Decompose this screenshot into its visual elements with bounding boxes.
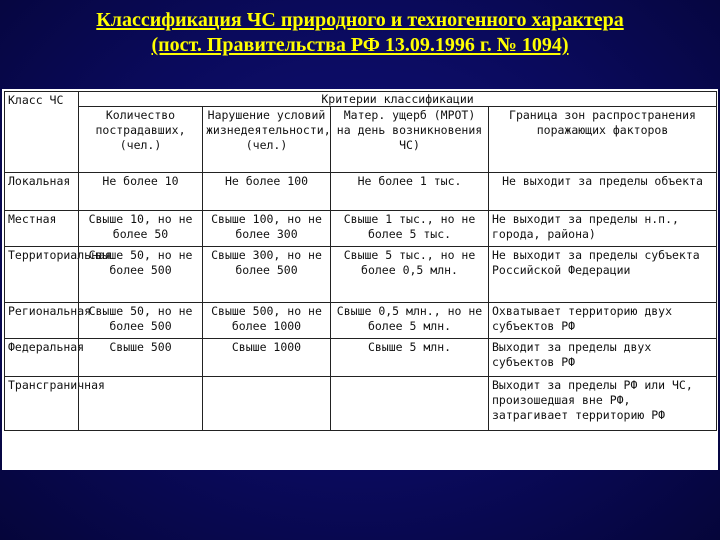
title-line-2: (пост. Правительства РФ 13.09.1996 г. № 1094): [151, 34, 569, 56]
table-row: [5, 173, 717, 211]
class-cell: Локальная: [5, 173, 79, 211]
class-cell: Территориальная: [5, 247, 79, 303]
damage-cell: [331, 377, 489, 431]
victims-cell: Свыше 50, но не более 500: [79, 303, 203, 339]
title-line-1: Классификация ЧС природного и техногенного характера: [96, 9, 624, 31]
victims-cell: Свыше 10, но не более 50: [79, 211, 203, 247]
table-row: [5, 247, 717, 303]
classification-table-panel: [2, 89, 718, 470]
table-row: [5, 339, 717, 377]
class-cell: Местная: [5, 211, 79, 247]
table-header-row-criteria: [5, 92, 717, 107]
header-disruption: Нарушение условий жизнедеятельности, (чел.): [203, 107, 331, 173]
class-cell: Региональная: [5, 303, 79, 339]
header-zone: Граница зон распространения поражающих факторов: [489, 107, 717, 173]
table-header-row-columns: [5, 107, 717, 173]
victims-cell: Не более 10: [79, 173, 203, 211]
disruption-cell: Не более 100: [203, 173, 331, 211]
disruption-cell: Свыше 300, но не более 500: [203, 247, 331, 303]
zone-cell: Выходит за пределы двух субъектов РФ: [489, 339, 717, 377]
disruption-cell: Свыше 100, но не более 300: [203, 211, 331, 247]
zone-cell: Охватывает территорию двух субъектов РФ: [489, 303, 717, 339]
disruption-cell: [203, 377, 331, 431]
victims-cell: Свыше 500: [79, 339, 203, 377]
zone-cell: Не выходит за пределы субъекта Российской Федерации: [489, 247, 717, 303]
disruption-cell: Свыше 1000: [203, 339, 331, 377]
disruption-cell: Свыше 500, но не более 1000: [203, 303, 331, 339]
damage-cell: Свыше 5 млн.: [331, 339, 489, 377]
slide-title: [0, 8, 720, 58]
class-cell: Федеральная: [5, 339, 79, 377]
classification-table: [4, 91, 717, 431]
header-criteria: Критерии классификации: [79, 92, 717, 107]
damage-cell: Свыше 0,5 млн., но не более 5 млн.: [331, 303, 489, 339]
table-row: [5, 211, 717, 247]
class-cell: Трансграничная: [5, 377, 79, 431]
damage-cell: Не более 1 тыс.: [331, 173, 489, 211]
header-victims: Количество пострадавших, (чел.): [79, 107, 203, 173]
damage-cell: Свыше 1 тыс., но не более 5 тыс.: [331, 211, 489, 247]
zone-cell: Не выходит за пределы н.п., города, района): [489, 211, 717, 247]
victims-cell: Свыше 50, но не более 500: [79, 247, 203, 303]
zone-cell: Выходит за пределы РФ или ЧС, произошедшая вне РФ, затрагивает территорию РФ: [489, 377, 717, 431]
table-row: [5, 303, 717, 339]
header-class: Класс ЧС: [5, 92, 79, 173]
header-damage: Матер. ущерб (МРОТ) на день возникновения ЧС): [331, 107, 489, 173]
damage-cell: Свыше 5 тыс., но не более 0,5 млн.: [331, 247, 489, 303]
table-row: [5, 377, 717, 431]
zone-cell: Не выходит за пределы объекта: [489, 173, 717, 211]
